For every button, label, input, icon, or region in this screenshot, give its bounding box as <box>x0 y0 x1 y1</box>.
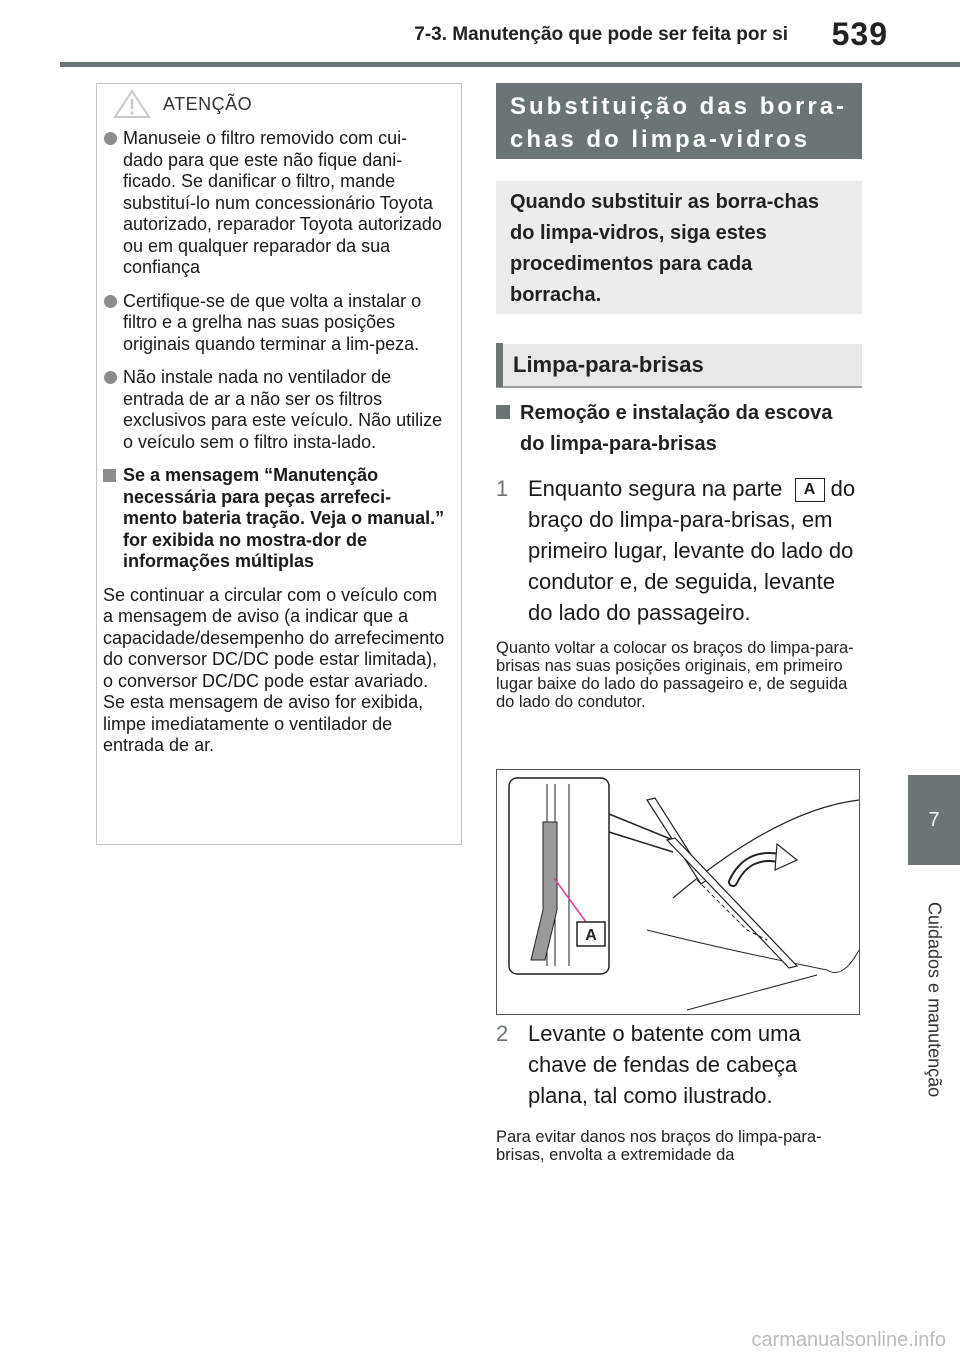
section-title: Substituição das borra-chas do limpa-vidros <box>496 83 862 159</box>
note-text: Para evitar danos nos braços do limpa-para-brisas, envolta a extremidade da <box>496 1128 822 1164</box>
step1-text-after: do braço do limpa-para-brisas, em primeiro lugar, levante do lado do condutor e, de seguida, levante do lado do passageiro. <box>528 476 856 625</box>
subsection-banner <box>496 344 862 388</box>
warning-bullet <box>103 128 445 279</box>
heading-square-marker <box>103 469 116 482</box>
warning-bullet <box>103 291 445 356</box>
step-text <box>496 473 862 628</box>
warning-subheading-text: Se a mensagem “Manutenção necessária para peças arrefeci-mento bateria tração. Veja o manual.” for exibida no mostra-dor de informações múltiplas <box>123 465 445 571</box>
step-text: Levante o batente com uma chave de fendas de cabeça plana, tal como ilustrado. <box>528 1021 801 1108</box>
subsection-bar <box>496 343 503 387</box>
warning-header <box>103 84 445 124</box>
step-2 <box>496 1018 862 1111</box>
bullet-dot <box>104 132 117 145</box>
watermark: carmanualsonline.info <box>751 1329 946 1351</box>
chapter-label <box>918 880 950 1120</box>
subsection-title: Limpa-para-brisas <box>513 352 704 377</box>
step-number: 1 <box>496 476 509 501</box>
wiper-illustration <box>496 769 860 1015</box>
warning-triangle-icon <box>113 89 151 119</box>
bullet-dot <box>104 295 117 308</box>
page-number: 539 <box>831 16 888 52</box>
header-rule <box>60 62 960 67</box>
step-1 <box>496 473 862 628</box>
wiper-arm-drawing <box>497 770 859 1014</box>
part-a-label: A <box>795 478 825 502</box>
warning-paragraph: Se continuar a circular com o veículo com a mensagem de aviso (a indicar que a capacidade/desempenho do arrefecimento do conversor DC/DC pode estar limitada), o conversor DC/DC pode estar avariado. Se esta mensagem de aviso for exibida, limpe imediatamente o ventilador de entrada de ar. <box>103 584 445 755</box>
svg-text:A: A <box>585 927 597 944</box>
note-text: Quanto voltar a colocar os braços do limpa-para-brisas nas suas posições originais, em primeiro lugar baixe do lado do passageiro e, de seguida do lado do condutor. <box>496 639 854 711</box>
procedure-heading <box>496 398 862 460</box>
step-number: 2 <box>496 1021 509 1046</box>
step1-text-before: Enquanto segura na parte <box>528 476 783 501</box>
warning-box <box>96 83 462 845</box>
heading-square-marker <box>496 405 510 419</box>
section-intro: Quando substituir as borra-chas do limpa-vidros, siga estes procedimentos para cada borracha. <box>496 181 862 314</box>
warning-bullet-text: Manuseie o filtro removido com cui-dado para que este não fique dani-ficado. Se danificar o filtro, mande substituí-lo num concessionário Toyota autorizado, reparador Toyota autorizado ou em qualquer reparador da sua confiança <box>123 128 442 277</box>
warning-bullet <box>103 367 445 453</box>
warning-title: ATENÇÃO <box>163 93 253 114</box>
procedure-title: Remoção e instalação da escova do limpa-para-brisas <box>520 402 833 455</box>
running-header: 7-3. Manutenção que pode ser feita por si <box>414 24 788 45</box>
bullet-dot <box>104 371 117 384</box>
warning-subheading <box>103 465 445 573</box>
chapter-tab: 7 <box>908 775 960 865</box>
chapter-label-text: Cuidados e manutenção <box>924 902 945 1098</box>
warning-bullet-text: Não instale nada no ventilador de entrada de ar a não ser os filtros exclusivos para este veículo. Não utilize o veículo sem o filtro insta-lado. <box>123 367 443 452</box>
warning-bullet-text: Certifique-se de que volta a instalar o filtro e a grelha nas suas posições originais quando terminar a lim-peza. <box>123 290 422 354</box>
